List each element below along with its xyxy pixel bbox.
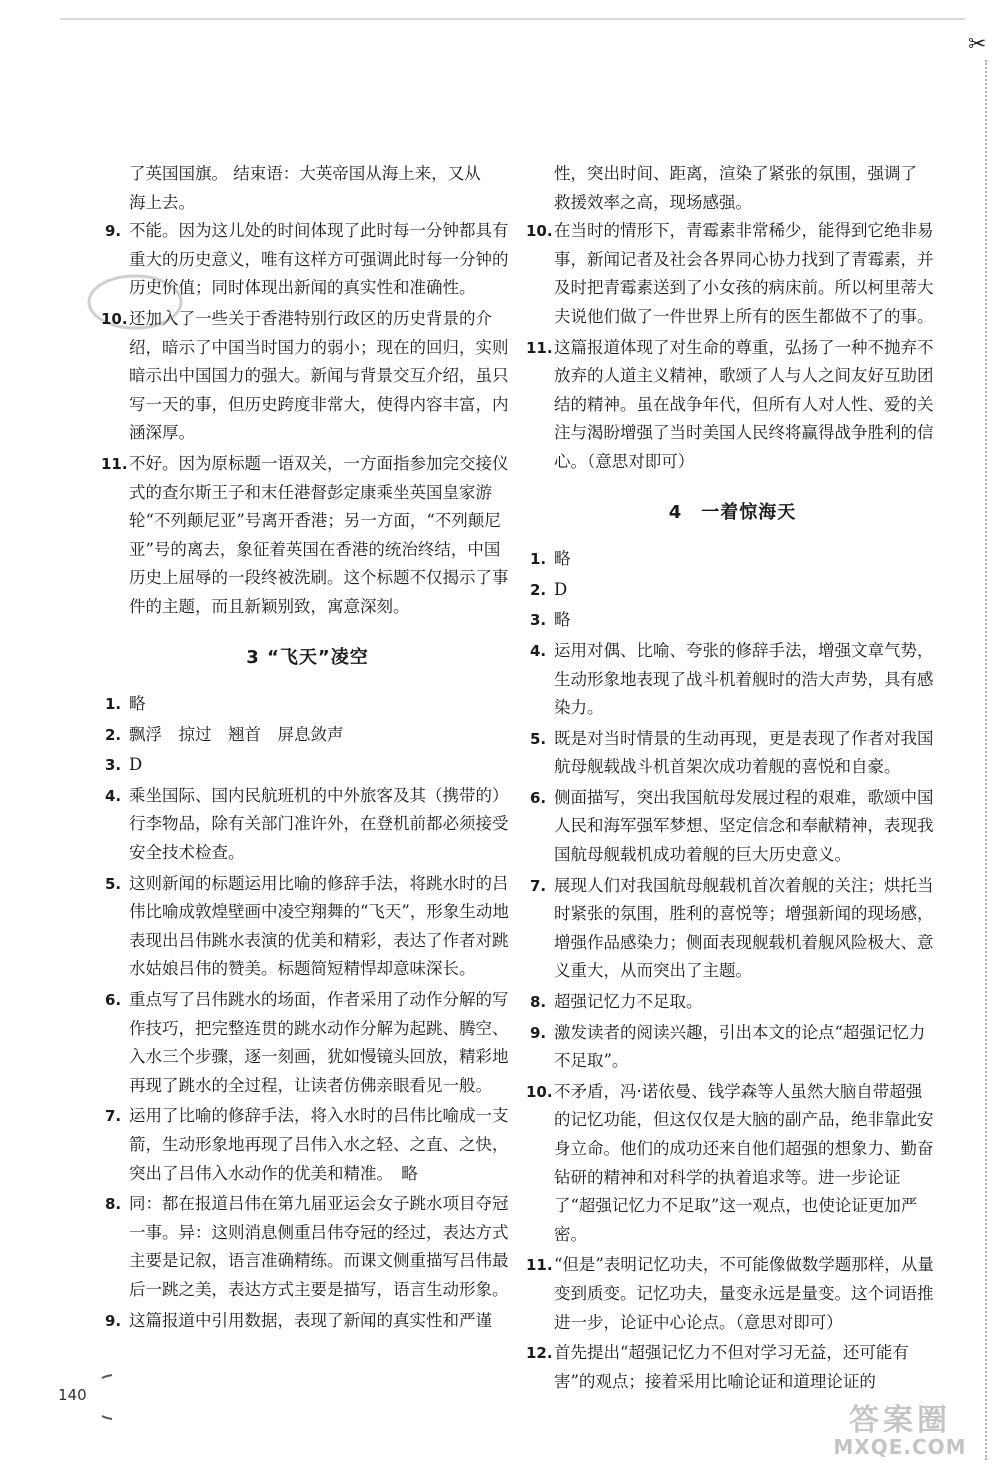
item-text: 运用对偶、比喻、夸张的修辞手法，增强文章气势，生动形象地表现了战斗机着舰时的浩大声势，具有感染力。 (554, 640, 934, 718)
answer-item (105, 1190, 510, 1304)
item-number: 11. (101, 454, 128, 473)
continuation-line: 了英国国旗。 结束语：大英帝国从海上来，又从 (129, 164, 481, 183)
answer-item (105, 782, 510, 868)
watermark-title: 答案圈 (849, 1403, 951, 1438)
answer-item (530, 1019, 935, 1076)
item-text: 不能。因为这儿处的时间体现了此时每一分钟都具有重大的历史意义，唯有这样方可强调此时每一分钟的历史价值；同时体现出新闻的真实性和准确性。 (129, 221, 509, 298)
item-number: 11. (526, 338, 553, 357)
item-text: 这篇报道体现了对生命的尊重，弘扬了一种不抛弃不放弃的人道主义精神，歌颂了人与人之间友好互助团结的精神。虽在战争年代，但所有人对人性、爱的关注与渴盼增强了当时美国人民终将赢得战争胜利的信心。（意思对即可） (554, 337, 934, 471)
item-number: 5. (105, 874, 122, 893)
answer-item (101, 305, 510, 448)
item-text: 不好。因为原标题一语双关，一方面指参加完交接仪式的查尔斯王子和末任港督彭定康乘坐英国皇家游轮“不列颠尼亚”号离开香港；另一方面，“不列颠尼亚”号的离去，象征着英国在香港的统治终结，中国历史上屈辱的一段终被洗刷。这个标题不仅揭示了事件的主题，而且新颖别致，寓意深刻。 (129, 453, 509, 616)
item-text: 这篇报道中引用数据，表现了新闻的真实性和严谨 (129, 1310, 492, 1330)
item-text: 同：都在报道吕伟在第九届亚运会女子跳水项目夺冠一事。异：这则消息侧重吕伟夺冠的经过，表达方式主要是记叙，语言准确精练。而课文侧重描写吕伟最后一跳之美，表达方式主要是描写，语言生动形象。 (129, 1194, 509, 1299)
item-number: 1. (530, 550, 547, 569)
item-text: 还加入了一些关于香港特别行政区的历史背景的介绍，暗示了中国当时国力的弱小；现在的回归，实则暗示出中国国力的强大。新闻与背景交互介绍，虽只写一天的事，但历史跨度非常大，使得内容丰富，内涵深厚。 (129, 308, 509, 443)
answer-item (530, 872, 935, 986)
continuation-line: 性，突出时间、距离，渲染了紧张的氛围，强调了 (554, 164, 917, 183)
item-text: 运用了比喻的修辞手法，将入水时的吕伟比喻成一支箭，生动形象地再现了吕伟入水之轻、之直、之快，突出了吕伟入水动作的优美和精准。 略 (129, 1106, 509, 1183)
item-text: 乘坐国际、国内民航班机的中外旅客及其（携带的）行李物品，除有关部门准许外，在登机前都必须接受安全技术检查。 (129, 785, 509, 863)
item-text: 不矛盾，冯·诺依曼、钱学森等人虽然大脑自带超强的记忆功能，但这仅仅是大脑的副产品，绝非靠此安身立命。他们的成功还来自他们超强的想象力、勤奋钻研的精神和对科学的执着追求等。进一步论证了“超强记忆力不足取”这一观点，也使论证更加严密。 (554, 1081, 934, 1244)
item-number: 3. (105, 756, 122, 775)
item-number: 1. (105, 695, 122, 714)
item-number: 6. (530, 788, 547, 807)
item-number: 12. (526, 1344, 553, 1363)
right-column (526, 160, 935, 1398)
item-number: 10. (101, 309, 128, 328)
item-text: 这则新闻的标题运用比喻的修辞手法，将跳水时的吕伟比喻成敦煌壁画中凌空翔舞的“飞天”，形象生动地表现出吕伟跳水表演的优美和精彩，表达了作者对跳水姑娘吕伟的赞美。标题简短精悍却意味深长。 (129, 873, 509, 979)
answer-item (105, 1102, 510, 1188)
item-text: D (129, 755, 143, 775)
answer-item (530, 725, 935, 782)
site-watermark (805, 1395, 995, 1465)
item-number: 8. (105, 1195, 122, 1214)
item-text: 略 (554, 610, 571, 630)
item-text: D (554, 579, 568, 599)
item-text: 重点写了吕伟跳水的场面，作者采用了动作分解的写作技巧，把完整连贯的跳水动作分解为起跳、腾空、入水三个步骤，逐一刻画，犹如慢镜头回放，精彩地再现了跳水的全过程，让读者仿佛亲眼看见一般。 (129, 990, 509, 1095)
item-number: 8. (530, 993, 547, 1012)
answer-item (526, 1339, 935, 1396)
item-number: 2. (530, 580, 547, 599)
answer-item (105, 751, 510, 780)
item-number: 9. (530, 1023, 547, 1042)
answer-item (530, 545, 935, 574)
answer-item (530, 637, 935, 723)
item-number: 7. (105, 1107, 122, 1126)
answer-item (530, 784, 935, 870)
answer-item (105, 986, 510, 1100)
item-text: 展现人们对我国航母舰载机首次着舰的关注；烘托当时紧张的氛围，胜利的喜悦等；增强新闻的现场感，增强作品感染力；侧面表现舰载机着舰风险极大、意义重大，从而突出了主题。 (554, 875, 934, 981)
item-number: 4. (105, 786, 122, 805)
item-number: 10. (526, 222, 553, 241)
item-number: 6. (105, 991, 122, 1010)
cut-line (985, 60, 987, 1460)
left-column (101, 160, 510, 1337)
item-text: 飘浮 掠过 翘首 屏息敛声 (129, 724, 344, 744)
item-text: 激发读者的阅读兴趣，引出本文的论点“超强记忆力不足取”。 (554, 1022, 926, 1071)
item-text: 超强记忆力不足取。 (554, 992, 703, 1012)
continuation-line: 救援效率之高，现场感强。 (554, 192, 752, 212)
answer-item (526, 1078, 935, 1250)
item-text: 略 (129, 694, 146, 714)
answer-item (530, 576, 935, 605)
item-text: 首先提出“超强记忆力不但对学习无益，还可能有害”的观点；接着采用比喻论证和道理论证的 (554, 1343, 909, 1391)
answer-item (105, 217, 510, 303)
answer-item (105, 690, 510, 719)
answer-item (526, 1251, 935, 1337)
answer-item (526, 334, 935, 477)
item-number: 5. (530, 729, 547, 748)
item-number: 3. (530, 611, 547, 630)
answer-item (101, 450, 510, 622)
scissors-icon: ✂ (968, 32, 987, 57)
item-text: “但是”表明记忆功夫，不可能像做数学题那样，从量变到质变。记忆功夫，量变永远是量变。这个词语推进一步，论证中心论点。（意思对即可） (554, 1255, 934, 1332)
item-number: 7. (530, 876, 547, 895)
answer-item (105, 870, 510, 984)
answer-item (526, 217, 935, 331)
continuation-line: 海上去。 (129, 192, 195, 212)
page-number: 140 (58, 1386, 87, 1404)
item-number: 11. (526, 1256, 553, 1275)
item-number: 9. (105, 1311, 122, 1330)
item-number: 4. (530, 641, 547, 660)
answer-item (530, 606, 935, 635)
answer-item (105, 721, 510, 750)
section-title: 3 “飞天”凌空 (246, 646, 369, 668)
item-number: 9. (105, 222, 122, 241)
watermark-url: MXQE.COM (833, 1435, 967, 1459)
item-text: 既是对当时情景的生动再现，更是表现了作者对我国航母舰载战斗机首架次成功着舰的喜悦和自豪。 (554, 728, 934, 777)
item-text: 侧面描写，突出我国航母发展过程的艰难，歌颂中国人民和海军强军梦想、坚定信念和奉献精神，表现我国航母舰载机成功着舰的巨大历史意义。 (554, 787, 934, 865)
item-number: 10. (526, 1082, 553, 1101)
answer-item (105, 1307, 510, 1336)
item-text: 略 (554, 549, 571, 569)
section-title: 4 一着惊海天 (668, 501, 797, 523)
top-divider (60, 18, 965, 20)
item-number: 2. (105, 725, 122, 744)
item-text: 在当时的情形下，青霉素非常稀少，能得到它绝非易事，新闻记者及社会各界同心协力找到了青霉素，并及时把青霉素送到了小女孩的病床前。所以柯里蒂大夫说他们做了一件世界上所有的医生都做不了的事。 (554, 221, 934, 326)
answer-item (530, 988, 935, 1017)
